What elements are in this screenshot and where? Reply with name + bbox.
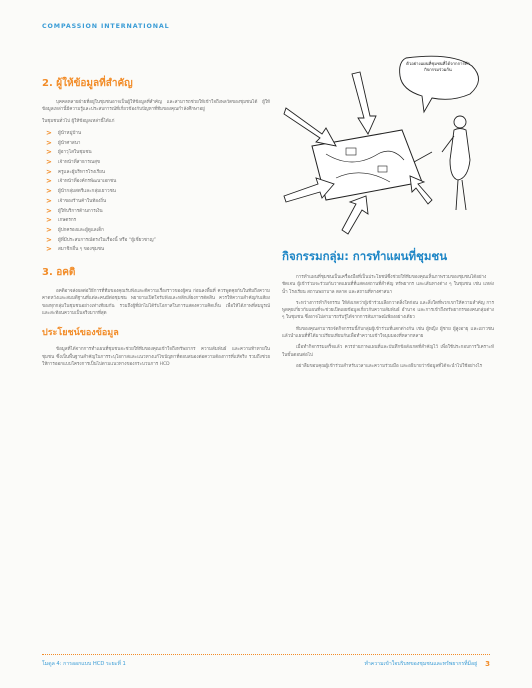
mapping-sketch xyxy=(282,50,494,240)
chevron-right-icon: > xyxy=(46,225,52,234)
informant-label: ครูและผู้บริหารโรงเรียน xyxy=(58,169,105,175)
informant-list-item xyxy=(46,226,270,236)
activity-paragraph-4: เมื่อทำกิจกรรมเสร็จแล้ว ควรถ่ายภาพแผนที่และบันทึกข้อสังเกตที่สำคัญไว้ เพื่อใช้ประกอบการวิเคราะห์ในขั้นตอนต่อไป xyxy=(282,345,494,358)
activity-paragraph-1: การทำแผนที่ชุมชนเป็นเครื่องมือที่เป็นประโยชน์ซึ่งช่วยให้ทีมของคุณเห็นภาพรวมของชุมชนได้อย่างชัดเจน ผู้เข้าร่วมจะร่วมกันวาดแผนที่ที่แสดงสถานที่สำคัญ ทรัพยากร และเส้นทางต่าง ๆ ในชุมชน เช่น แหล่งน้ำ โรงเรียน สถานพยาบาล ตลาด และสถานที่ทางศาสนา xyxy=(282,275,494,295)
informant-label: ผู้อาวุโสในชุมชน xyxy=(58,150,92,156)
informant-label: เจ้าหน้าที่องค์กรพัฒนาเอกชน xyxy=(58,179,117,185)
footer-module-label: โมดูล 4: การออกแบบ HCD ระยะที่ 1 xyxy=(42,661,126,667)
data-benefit-heading: ประโยชน์ของข้อมูล xyxy=(42,328,119,339)
community-mapping-illustration xyxy=(282,50,494,240)
informant-list-item xyxy=(46,187,270,197)
informant-label: ผู้ให้บริการด้านการเงิน xyxy=(58,208,103,214)
data-benefit-paragraph: ข้อมูลที่ได้จากการทำแผนที่ชุมชนจะช่วยให้ทีมของคุณเข้าใจถึงทรัพยากร ความสัมพันธ์ และความท้าทายในชุมชน ซึ่งเป็นพื้นฐานสำคัญในการระบุโอกาสและแนวทางแก้ไขปัญหาที่ตอบสนองต่อความต้องการที่แท้จริง รวมถึงช่วยให้การออกแบบโครงการเป็นไปตามแนวทางของกระบวนการ HCD xyxy=(42,347,270,367)
informant-list-item xyxy=(46,207,270,217)
informant-list-item xyxy=(46,129,270,139)
chevron-right-icon: > xyxy=(46,138,52,147)
informant-label: ผู้ปกครองและผู้ดูแลเด็ก xyxy=(58,227,104,233)
informant-label: สมาชิกอื่น ๆ ของชุมชน xyxy=(58,247,105,253)
informant-list-item xyxy=(46,197,270,207)
chevron-right-icon: > xyxy=(46,196,52,205)
activity-paragraph-5: อย่าลืมขอบคุณผู้เข้าร่วมสำหรับเวลาและความร่วมมือ และอธิบายว่าข้อมูลที่ได้จะนำไปใช้อย่างไร xyxy=(296,363,483,369)
informant-list-item xyxy=(46,216,270,226)
informant-list-item xyxy=(46,245,270,255)
informant-list-item xyxy=(46,168,270,178)
chevron-right-icon: > xyxy=(46,206,52,215)
informant-label: ผู้นำหมู่บ้าน xyxy=(58,130,82,136)
informant-label: ผู้นำกลุ่มสตรีและกลุ่มเยาวชน xyxy=(58,189,116,195)
informant-list xyxy=(46,129,270,255)
informant-label: ผู้ที่มีประสบการณ์ตรงในเรื่องนี้ หรือ “ผู้เชี่ยวชาญ” xyxy=(58,237,156,243)
informant-list-item xyxy=(46,148,270,158)
informant-list-item xyxy=(46,139,270,149)
informant-label: เจ้าของร้านค้าในท้องถิ่น xyxy=(58,198,107,204)
section-2-paragraph: บุคคลหลายฝ่ายที่อยู่ในชุมชนอาจเป็นผู้ให้ข้อมูลที่สำคัญ และสามารถช่วยให้เข้าใจถึงพลวัตของชุมชนได้ ผู้ให้ข้อมูลเหล่านี้มีความรู้และประสบการณ์ที่เกี่ยวข้องกับปัญหาที่ทีมของคุณกำลังศึกษาอยู่ xyxy=(42,100,270,113)
chevron-right-icon: > xyxy=(46,177,52,186)
chevron-right-icon: > xyxy=(46,235,52,244)
page-number: 3 xyxy=(485,660,490,668)
section-3-heading: 3. อคติ xyxy=(42,267,76,279)
activity-paragraph-2: ระหว่างการทำกิจกรรม ให้สังเกตว่าผู้เข้าร่วมเลือกวาดสิ่งใดก่อน และสิ่งใดที่พวกเขาให้ความสำคัญ การพูดคุยเกี่ยวกับแผนที่จะช่วยเปิดเผยข้อมูลเกี่ยวกับความสัมพันธ์ อำนาจ และการเข้าถึงทรัพยากรของคนกลุ่มต่าง ๆ ในชุมชน ซึ่งอาจไม่สามารถรับรู้ได้จากการสัมภาษณ์เพียงอย่างเดียว xyxy=(282,300,494,321)
chevron-right-icon: > xyxy=(46,187,52,196)
bubble-caption: ตัวอย่างแผนที่ชุมชนที่ได้จากการทำกิจกรรมร่วมกัน xyxy=(406,61,470,72)
chevron-right-icon: > xyxy=(46,128,52,137)
informant-label: เกษตรกร xyxy=(58,218,77,224)
chevron-right-icon: > xyxy=(46,148,52,157)
section-2-heading: 2. ผู้ให้ข้อมูลที่สำคัญ xyxy=(42,78,133,89)
left-column xyxy=(42,76,270,372)
activity-paragraph-3: ทีมของคุณสามารถจัดกิจกรรมนี้กับกลุ่มผู้เข้าร่วมที่แตกต่างกัน เช่น ผู้หญิง ผู้ชาย ผู้สูงอายุ และเยาวชน แล้วนำแผนที่ที่ได้มาเปรียบเทียบกันเพื่อทำความเข้าใจมุมมองที่หลากหลาย xyxy=(282,326,494,340)
informant-list-item xyxy=(46,177,270,187)
informant-list-item xyxy=(46,236,270,246)
footer-topic-label: ทำความเข้าใจบริบทของชุมชนและทรัพยากรที่มีอยู่ xyxy=(364,661,478,667)
informant-list-item xyxy=(46,158,270,168)
chevron-right-icon: > xyxy=(46,167,52,176)
section-3-paragraph: อคติอาจส่งผลต่อวิธีการที่ทีมของคุณรับฟังและตีความเรื่องราวของผู้คน ก่อนลงพื้นที่ ควรพูดคุยกันในทีมถึงความคาดหวังและสมมติฐานที่แต่ละคนมีต่อชุมชน พยายามเปิดใจรับฟังและหลีกเลี่ยงการตัดสิน ควรให้ความสำคัญกับเสียงของทุกกลุ่มในชุมชนอย่างเท่าเทียมกัน รวมถึงผู้ที่มักไม่ได้รับโอกาสในการแสดงความคิดเห็น เพื่อให้ได้ภาพที่สมบูรณ์และสะท้อนความเป็นจริงมากที่สุด xyxy=(42,289,270,316)
informant-label: เจ้าหน้าที่สาธารณสุข xyxy=(58,160,101,165)
informant-label: ผู้นำศาสนา xyxy=(58,140,81,146)
chevron-right-icon: > xyxy=(46,245,52,254)
footer-divider xyxy=(42,654,490,655)
chevron-right-icon: > xyxy=(46,216,52,225)
organization-header: COMPASSION INTERNATIONAL xyxy=(42,23,170,30)
activity-heading: กิจกรรมกลุ่ม: การทำแผนที่ชุมชน xyxy=(282,249,448,263)
right-column xyxy=(282,50,494,374)
chevron-right-icon: > xyxy=(46,158,52,166)
section-2-intro: ในชุมชนทั่วไป ผู้ให้ข้อมูลเหล่านี้ได้แก่ xyxy=(42,118,115,124)
footer-right xyxy=(364,660,490,668)
